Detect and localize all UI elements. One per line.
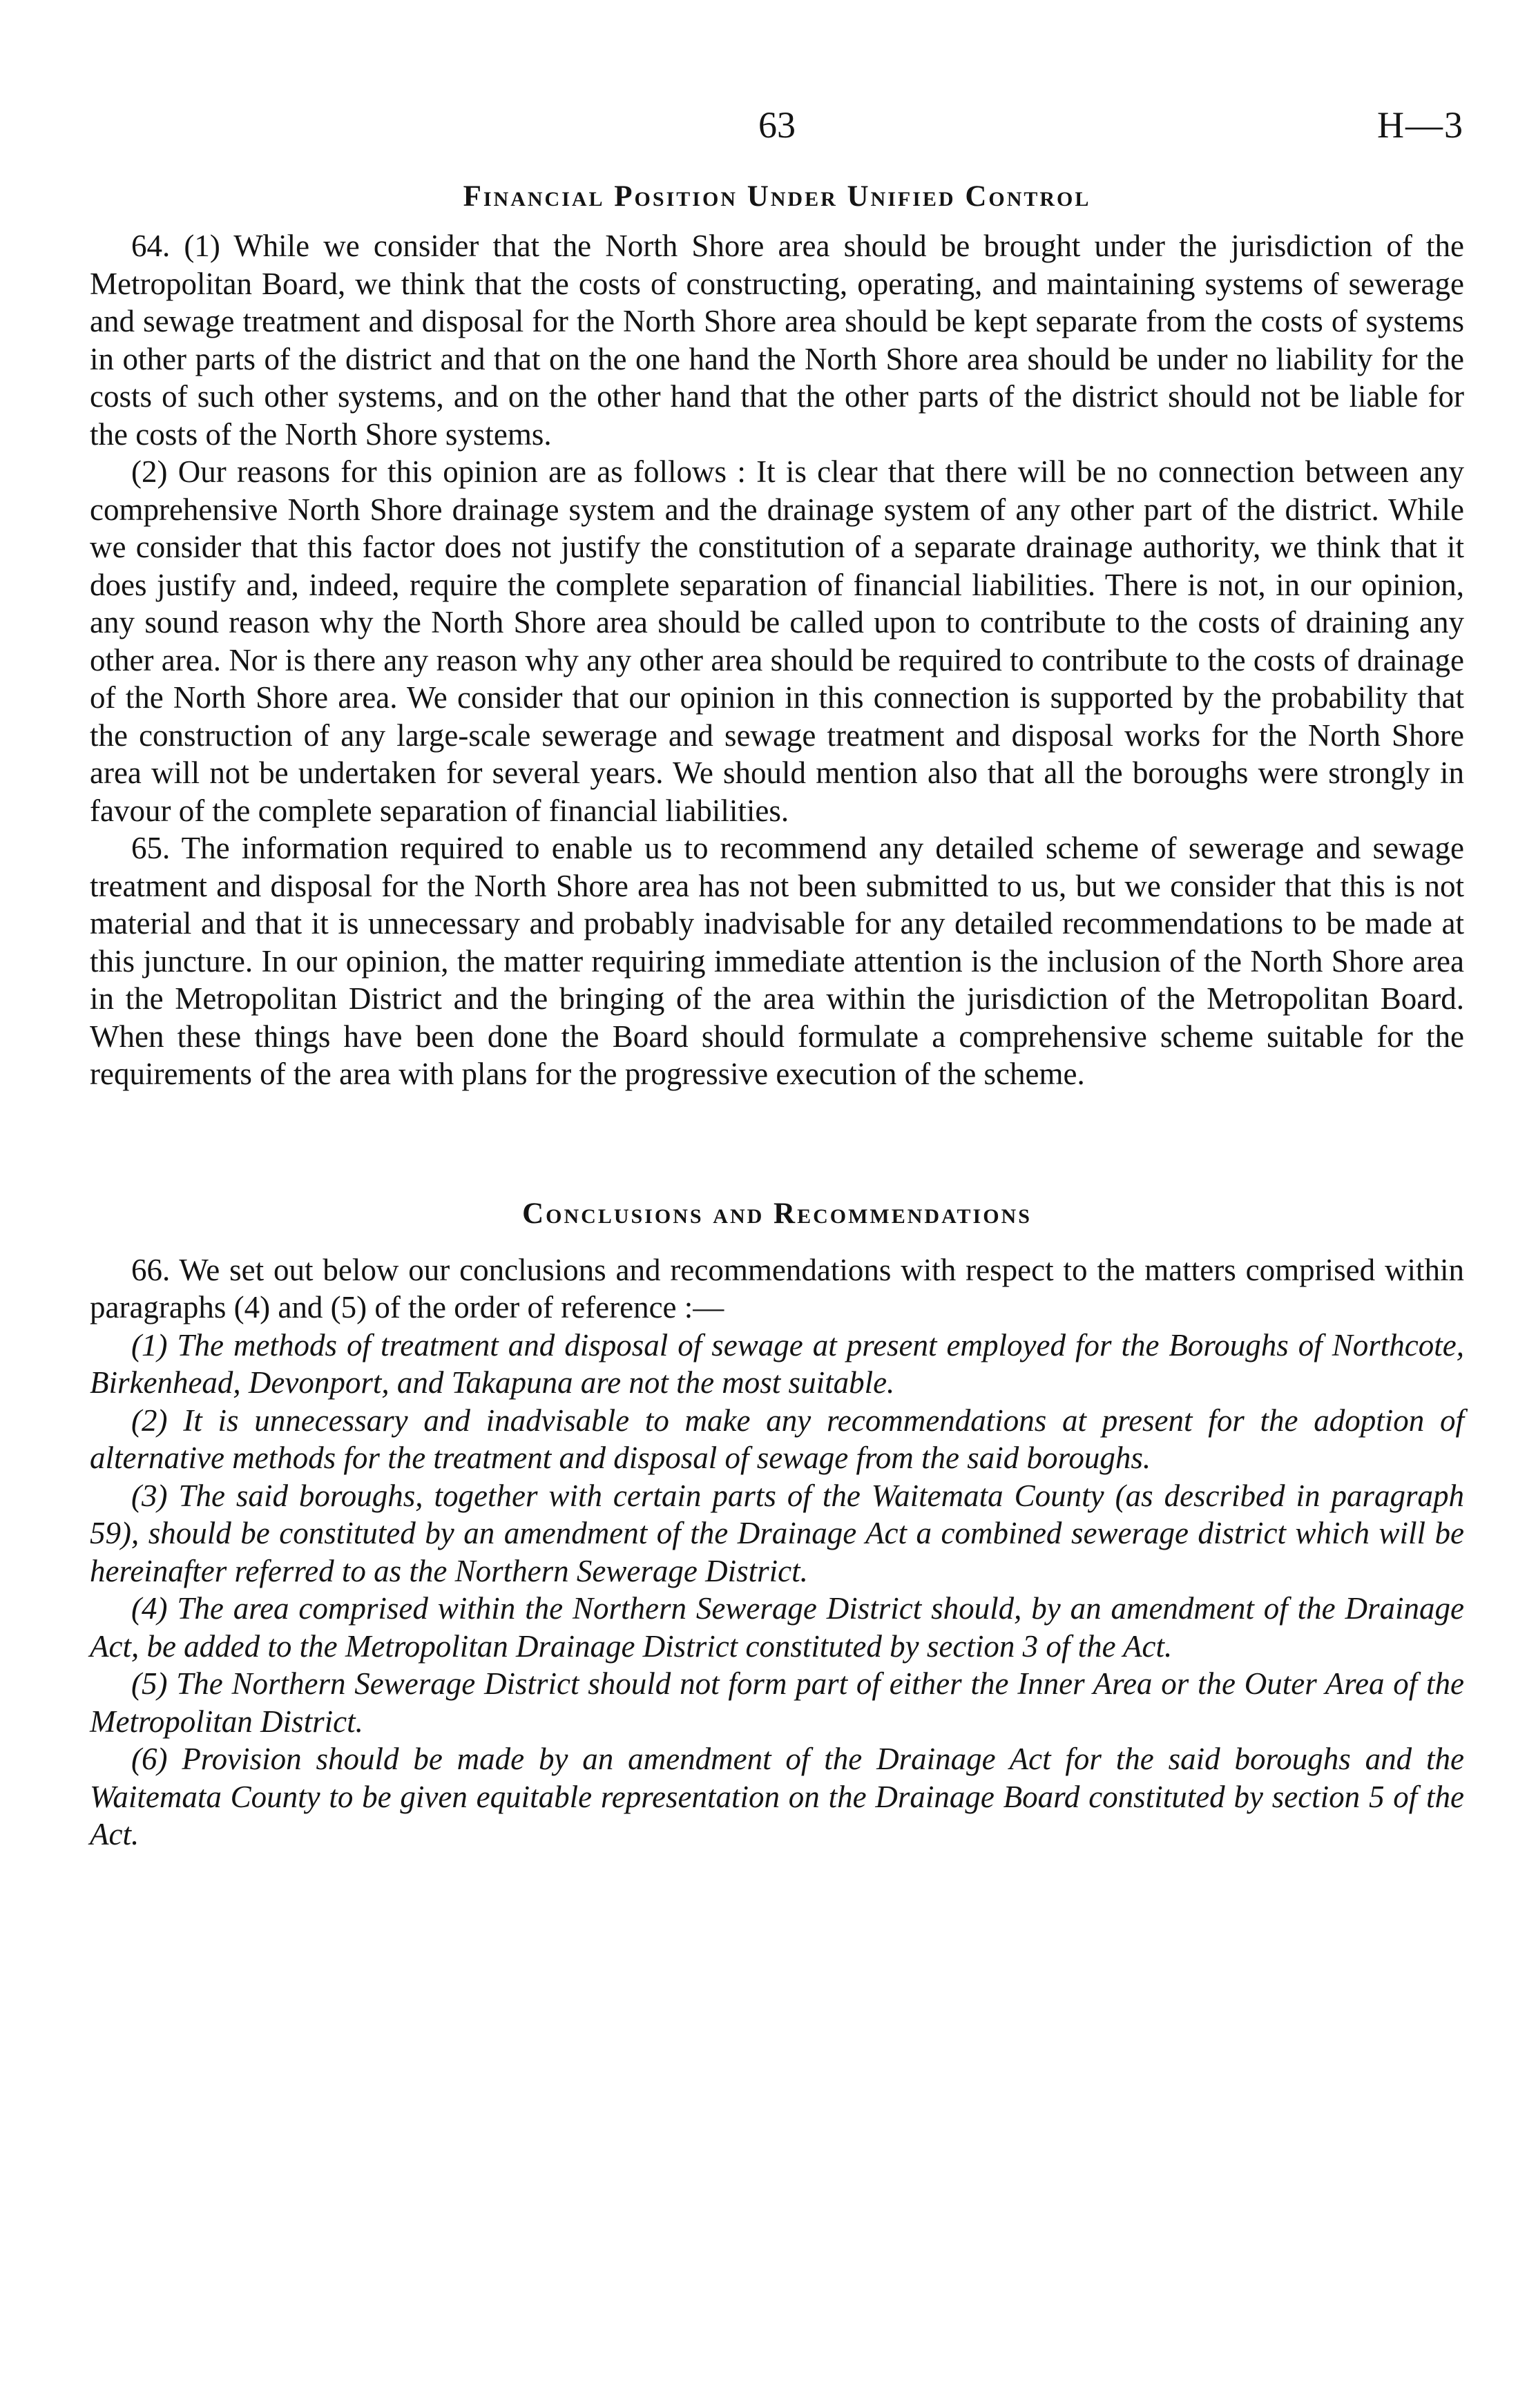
recommendation-6: (6) Provision should be made by an amendment of the Drainage Act for the said boroughs and the Waitemata County to be given equitable representation on the Drainage Board constituted by section 5 of the Act.	[90, 1742, 1464, 1851]
recommendation-1: (1) The methods of treatment and disposal of sewage at present employed for the Boroughs of Northcote, Birkenhead, Devonport, and Takapuna are not the most suitable.	[90, 1327, 1464, 1400]
document-page	[90, 104, 1464, 1853]
document-reference: H—3	[1377, 104, 1464, 146]
recommendation-4: (4) The area comprised within the Northern Sewerage District should, by an amendment of the Drainage Act, be added to the Metropolitan Drainage District constituted by section 3 of the Act.	[90, 1591, 1464, 1664]
paragraph-64-2: (2) Our reasons for this opinion are as follows : It is clear that there will be no connection between any comprehensive North Shore drainage system and the drainage system of any other part of the district. While we consider that this factor does not justify the constitution of a separate drainage authority, we think that it does justify and, indeed, require the complete separation of financial liabilities. There is not, in our opinion, any sound reason why the North Shore area should be called upon to contribute to the costs of draining any other area. Nor is there any reason why any other area should be required to contribute to the costs of drainage of the North Shore area. We consider that our opinion in this connection is supported by the probability that the construction of any large-scale sewerage and sewage treatment and disposal works for the North Shore area will not be undertaken for several years. We should mention also that all the boroughs were strongly in favour of the complete separation of financial liabilities.	[90, 454, 1464, 828]
paragraph-66: 66. We set out below our conclusions and recommendations with respect to the matters comprised within paragraphs (4) and (5) of the order of reference :—	[90, 1252, 1464, 1325]
page-header	[90, 104, 1464, 180]
recommendation-5: (5) The Northern Sewerage District should not form part of either the Inner Area or the Outer Area of the Metropolitan District.	[90, 1666, 1464, 1739]
recommendation-3: (3) The said boroughs, together with certain parts of the Waitemata County (as described in paragraph 59), should be constituted by an amendment of the Drainage Act a combined sewerage district which will be hereinafter referred to as the Northern Sewerage District.	[90, 1478, 1464, 1588]
recommendation-2: (2) It is unnecessary and inadvisable to make any recommendations at present for the adoption of alternative methods for the treatment and disposal of sewage from the said boroughs.	[90, 1403, 1464, 1475]
section-financial-position	[90, 227, 1464, 1093]
section-conclusions	[90, 1251, 1464, 1853]
paragraph-64-1: 64. (1) While we consider that the North Shore area should be brought under the jurisdiction of the Metropolitan Board, we think that the costs of constructing, operating, and maintaining systems of sewerage and sewage treatment and disposal for the North Shore area should be kept separate from the costs of systems in other parts of the district and that on the one hand the North Shore area should be under no liability for the costs of such other systems, and on the other hand that the other parts of the district should not be liable for the costs of the North Shore systems.	[90, 229, 1464, 452]
paragraph-65: 65. The information required to enable us to recommend any detailed scheme of sewerage and sewage treatment and disposal for the North Shore area has not been submitted to us, but we consider that this is not material and that it is unnecessary and probably inadvisable for any detailed recommendations to be made at this juncture. In our opinion, the matter requiring immediate attention is the inclusion of the North Shore area in the Metropolitan District and the bringing of the area within the jurisdiction of the Metropolitan Board. When these things have been done the Board should formulate a comprehensive scheme suitable for the requirements of the area with plans for the progressive execution of the scheme.	[90, 831, 1464, 1091]
section-heading-financial-position: Financial Position Under Unified Control	[463, 180, 1091, 213]
section-heading-conclusions: Conclusions and Recommendations	[522, 1197, 1032, 1230]
page-number: 63	[758, 104, 796, 146]
